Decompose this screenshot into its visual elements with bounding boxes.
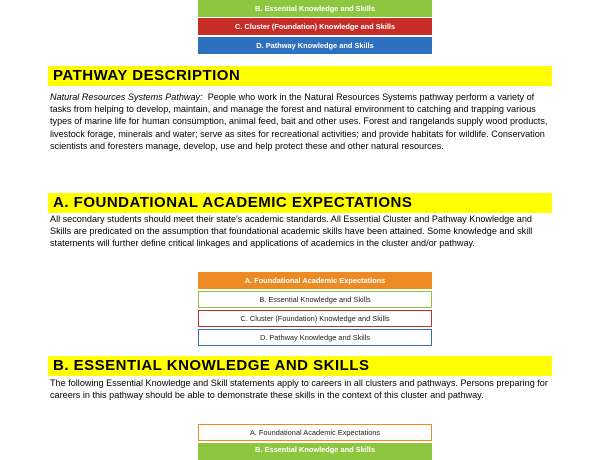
section-a-text: All secondary students should meet their state's academic standards. All Essential Cluster and Pathway Knowledge and Skills are predicated on the assumption that foundational academic skills have been attained. Some knowledge and skill statements will further define critical linkages and applications of academics in the cluster and/or pathway. bbox=[50, 214, 533, 249]
pathway-description-text bbox=[50, 91, 555, 152]
section-a-stack-b-label: B. Essential Knowledge and Skills bbox=[259, 294, 371, 304]
pathway-description-heading: PATHWAY DESCRIPTION bbox=[48, 66, 552, 86]
top-stack-b-box bbox=[198, 0, 432, 17]
section-a-stack-d-label: D. Pathway Knowledge and Skills bbox=[259, 332, 371, 342]
section-a-heading: A. FOUNDATIONAL ACADEMIC EXPECTATIONS bbox=[48, 193, 552, 213]
section-a-stack-a-label: A. Foundational Academic Expectations bbox=[244, 275, 386, 285]
section-b-stack-b-box bbox=[198, 443, 432, 460]
section-a-stack-d-box bbox=[198, 329, 432, 346]
pathway-description-lead: Natural Resources Systems Pathway: bbox=[50, 92, 203, 102]
section-b-stack-a-label: A. Foundational Academic Expectations bbox=[249, 427, 381, 437]
section-a-stack-a-box bbox=[198, 272, 432, 289]
section-b-heading: B. ESSENTIAL KNOWLEDGE AND SKILLS bbox=[48, 356, 552, 376]
top-stack-d-box bbox=[198, 37, 432, 54]
top-stack-b-label: B. Essential Knowledge and Skills bbox=[255, 3, 375, 13]
section-a-stack-c-label: C. Cluster (Foundation) Knowledge and Skills bbox=[240, 313, 390, 323]
section-b-stack-b-label: B. Essential Knowledge and Skills bbox=[255, 445, 375, 454]
section-a-stack-c-box bbox=[198, 310, 432, 327]
top-stack-c-box bbox=[198, 18, 432, 35]
section-b-text: The following Essential Knowledge and Skill statements apply to careers in all clusters and pathways. Persons preparing for careers in this pathway should be able to demonstrate these skills in the context of this cluster and pathway. bbox=[50, 378, 548, 401]
pathway-description-body: People who work in the Natural Resources Systems pathway perform a variety of tasks from helping to develop, maintain, and manage the forest and natural environment to catching and trapping various types of marine life for human consumption, animal feed, bait and other uses. Forest and rangelands supply wood products, livestock forage, minerals and water; serve as sites for recreational activities; and provide habitats for wildlife. Conservation scientists and foresters manage, develop, use and help protect these and other natural resources. bbox=[50, 92, 548, 151]
section-b-stack-a-box bbox=[198, 424, 432, 441]
section-a-stack-b-box bbox=[198, 291, 432, 308]
top-stack-d-label: D. Pathway Knowledge and Skills bbox=[256, 40, 374, 50]
top-stack-c-label: C. Cluster (Foundation) Knowledge and Skills bbox=[234, 21, 396, 31]
